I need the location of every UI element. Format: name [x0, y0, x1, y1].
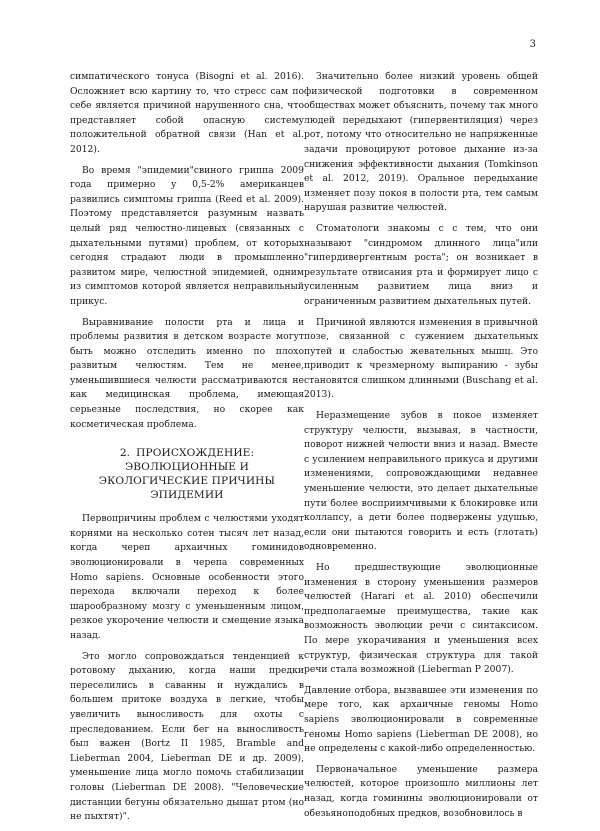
paragraph: Но предшествующие эволюционные изменения в сторону уменьшения размеров челюстей (Harari et al. 2010) обеспечили предполагаемые преимущества, такие как возможность эволюции речи с синтаксисом. По мере укорачивания и уменьшения всех структур, физическая структура для такой речи стала возможной (Lieberman P 2007).	[304, 562, 538, 676]
paragraph: симпатического тонуса (Bisogni et al. 2016). Осложняет всю картину то, что стресс сам по себе является причиной нарушенного сна, что представляет собой опасную систему положительной обратной связи (Han et al. 2012).	[70, 71, 304, 155]
right-column	[304, 70, 538, 827]
paragraph: Первоначальное уменьшение размера челюстей, которое произошло миллионы лет назад, когда гоминины эволюционировали от обезьяноподобных предков, возобновилось в	[304, 763, 538, 819]
paragraph: Первопричины проблем с челюстями уходят корнями на несколько сотен тысяч лет назад, когда череп архаичных гоминидов эволюционировали в черепа современных Homo sapiens. Основные особенности этого перехода включали переход к более шарообразному мозгу с уменьшенным лицом, резкое укорочение челюсти и смещение языка назад.	[70, 513, 304, 641]
section-title: ПРОИСХОЖДЕНИЕ: ЭВОЛЮЦИОННЫЕ И ЭКОЛОГИЧЕСКИЕ ПРИЧИНЫ ЭПИДЕМИИ	[98, 447, 276, 502]
paragraph: Причиной являются изменения в привычной позе, связанной с сужением дыхательных путей и слабостью жевательных мышц. Это приводит к чрезмерному выпиранию - зубы становятся слишком длинными (Buschang et al. 2013).	[304, 316, 538, 401]
paragraph: Неразмещение зубов в покое изменяет структуру челюсти, вызывая, в частности, поворот нижней челюсти вниз и назад. Вместе с усилением неправильного прикуса и другими изменениями, сопровождающими недавнее уменьшение челюсти, это делает дыхательные пути более восприимчивыми к блокировке или коллапсу, а дети более подвержены удушью, если они пытаются говорить и есть (глотать) одновременно.	[304, 410, 538, 553]
page-number: 3	[529, 39, 536, 50]
section-heading	[70, 446, 304, 502]
paragraph: Во время "эпидемии"свиного гриппа 2009 года примерно у 0,5-2% американцев развились симптомы гриппа (Reed et al. 2009). Поэтому представляется разумным назвать целый ряд челюстно-лицевых (связанных с дыхательными путями) проблем, от которых сегодня страдают люди в промышленно развитом мире, челюстной эпидемией, одним из симптомов которой является неправильный прикус.	[70, 164, 304, 307]
paragraph: Выравнивание полости рта и лица и проблемы развития в детском возрасте могут быть можно отследить именно по плохо развитым челюстям. Тем не менее, уменьшившиеся челюсти рассматриваются не как медицинская проблема, имеющая серьезные последствия, но скорее как косметическая проблема.	[70, 316, 304, 430]
paragraph: Давление отбора, вызвавшее эти изменения по мере того, как архаичные геномы Homo sapiens эволюционировали в современные геномы Homo sapiens (Lieberman DE 2008), но не определены с какой-либо определенностью.	[304, 684, 538, 755]
section-number: 2.	[119, 447, 131, 460]
paragraph: Это могло сопровождаться тенденцией к ротовому дыханию, когда наши предки переселились в саванны и нуждались в большем притоке воздуха в легкие, чтобы увеличить выносливость для охоты с преследованием. Если бег на выносливость был важен (Bortz II 1985, Bramble and Lieberman 2004, Lieberman DE и др. 2009), уменьшение лица могло помочь стабилизации головы (Lieberman DE 2008). "Человеческие дистанции бегуны обязательно дышат ртом (но не пыхтят)".	[70, 650, 304, 823]
left-column	[70, 70, 304, 831]
paragraph: Значительно более низкий уровень общей физической подготовки в современном обществах может объяснить, почему так много людей передыхают (гипервентиляция) через рот, потому что относительно не напряженные задачи провоцируют ротовое дыхание из-за снижения эффективности дыхания (Tomkinson et al. 2012, 2019). Оральное передыхание изменяет позу покоя в полости рта, тем самым нарушая развитие челюстей.	[304, 71, 538, 214]
paragraph: Стоматологи знакомы с с тем, что они называют "синдромом длинного лица"или "гипердивергентным роста"; он возникает в результате отвисания рта и формирует лицо с усиленным развитием лица вниз и ограниченным развитием дыхательных путей.	[304, 222, 538, 307]
